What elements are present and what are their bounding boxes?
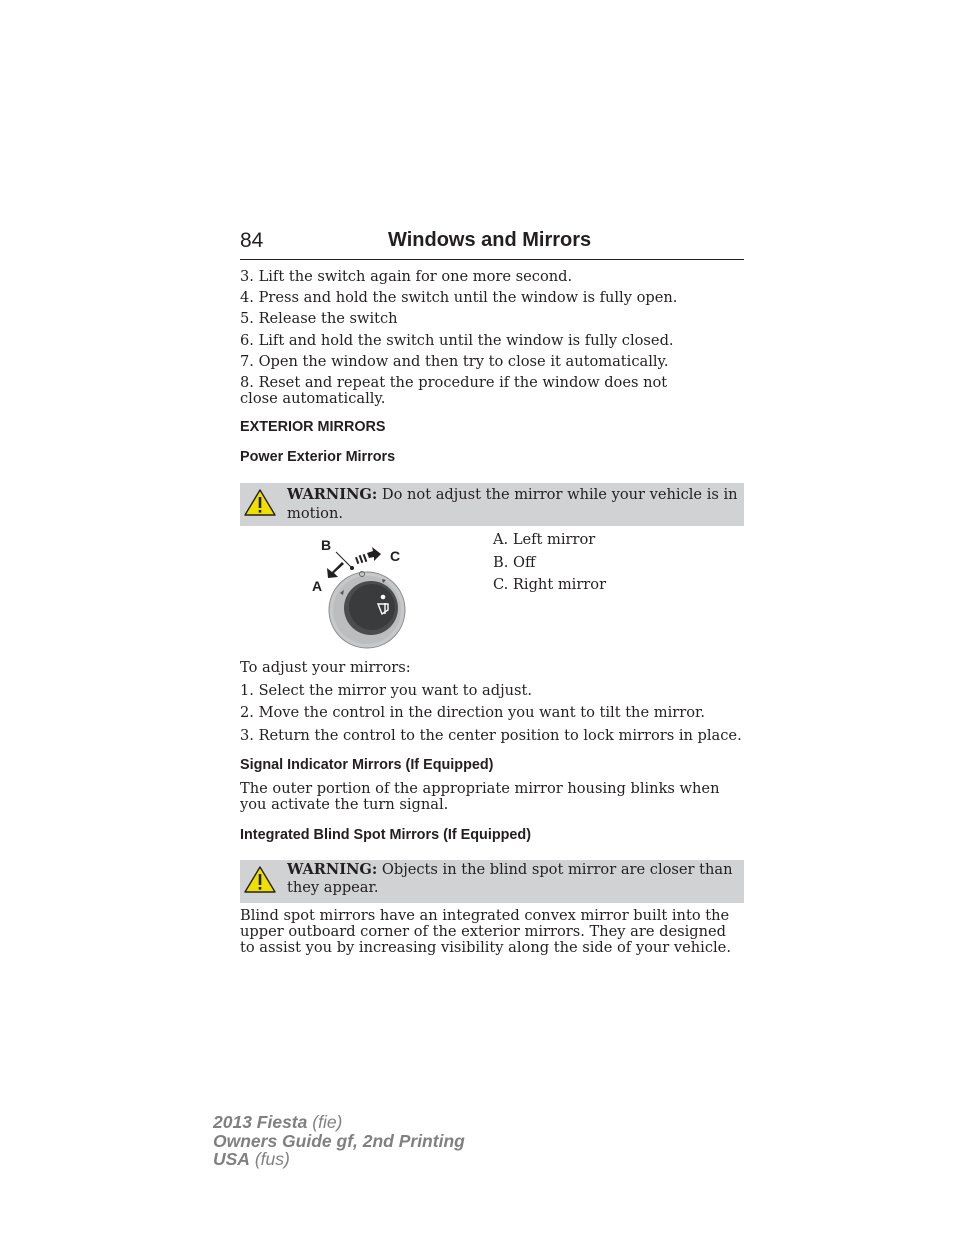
footer <box>213 1113 465 1169</box>
figure-label-a: A <box>312 578 323 594</box>
section-title: EXTERIOR MIRRORS <box>240 419 386 435</box>
footer-guide: Owners Guide gf, 2nd Printing <box>213 1130 465 1151</box>
list-item: 6. Lift and hold the switch until the window is fully closed. <box>240 332 674 349</box>
page-header <box>240 226 744 260</box>
warning-label: WARNING: <box>287 486 378 503</box>
paragraph: The outer portion of the appropriate mirror housing blinks when you activate the turn signal. <box>240 780 720 813</box>
legend-item: B. Off <box>493 554 536 571</box>
list-item: 8. Reset and repeat the procedure if the window does not close automatically. <box>240 374 668 407</box>
footer-model-code: (fie) <box>312 1112 343 1132</box>
list-item: 3. Lift the switch again for one more second. <box>240 268 573 285</box>
subsection-heading: Power Exterior Mirrors <box>240 449 396 465</box>
warning-text: Do not adjust the mirror while your vehicle is in motion. <box>287 486 738 522</box>
chapter-title: Windows and Mirrors <box>388 229 592 251</box>
warning-box <box>240 483 744 526</box>
warning-text: Objects in the blind spot mirror are closer than they appear. <box>287 861 733 896</box>
paragraph: Blind spot mirrors have an integrated convex mirror built into the upper outboard corner of the exterior mirrors. They are designed to assist you by increasing visibility along the side of your vehicle. <box>240 907 731 956</box>
subsection-heading: Signal Indicator Mirrors (If Equipped) <box>240 757 494 773</box>
list-item: 3. Return the control to the center position to lock mirrors in place. <box>240 727 742 744</box>
list-item: 5. Release the switch <box>240 310 398 327</box>
figure-label-c: C <box>390 548 401 564</box>
warning-triangle-icon <box>243 865 277 895</box>
figure-label-b: B <box>321 537 332 553</box>
paragraph: To adjust your mirrors: <box>240 659 411 676</box>
list-item: 7. Open the window and then try to close it automatically. <box>240 353 669 370</box>
list-item: 2. Move the control in the direction you want to tilt the mirror. <box>240 704 705 721</box>
warning-label: WARNING: <box>287 861 378 878</box>
warning-triangle-icon <box>243 488 277 518</box>
list-item: 4. Press and hold the switch until the window is fully open. <box>240 289 678 306</box>
mirror-control-figure <box>300 530 420 655</box>
footer-region: USA <box>213 1149 250 1169</box>
warning-box <box>240 860 744 903</box>
legend-item: A. Left mirror <box>493 531 596 548</box>
page-number: 84 <box>240 229 264 252</box>
footer-model: 2013 Fiesta <box>213 1112 308 1132</box>
legend-item: C. Right mirror <box>493 576 607 593</box>
list-item: 1. Select the mirror you want to adjust. <box>240 682 532 699</box>
footer-region-code: (fus) <box>254 1149 290 1169</box>
subsection-heading: Integrated Blind Spot Mirrors (If Equipped) <box>240 827 532 843</box>
